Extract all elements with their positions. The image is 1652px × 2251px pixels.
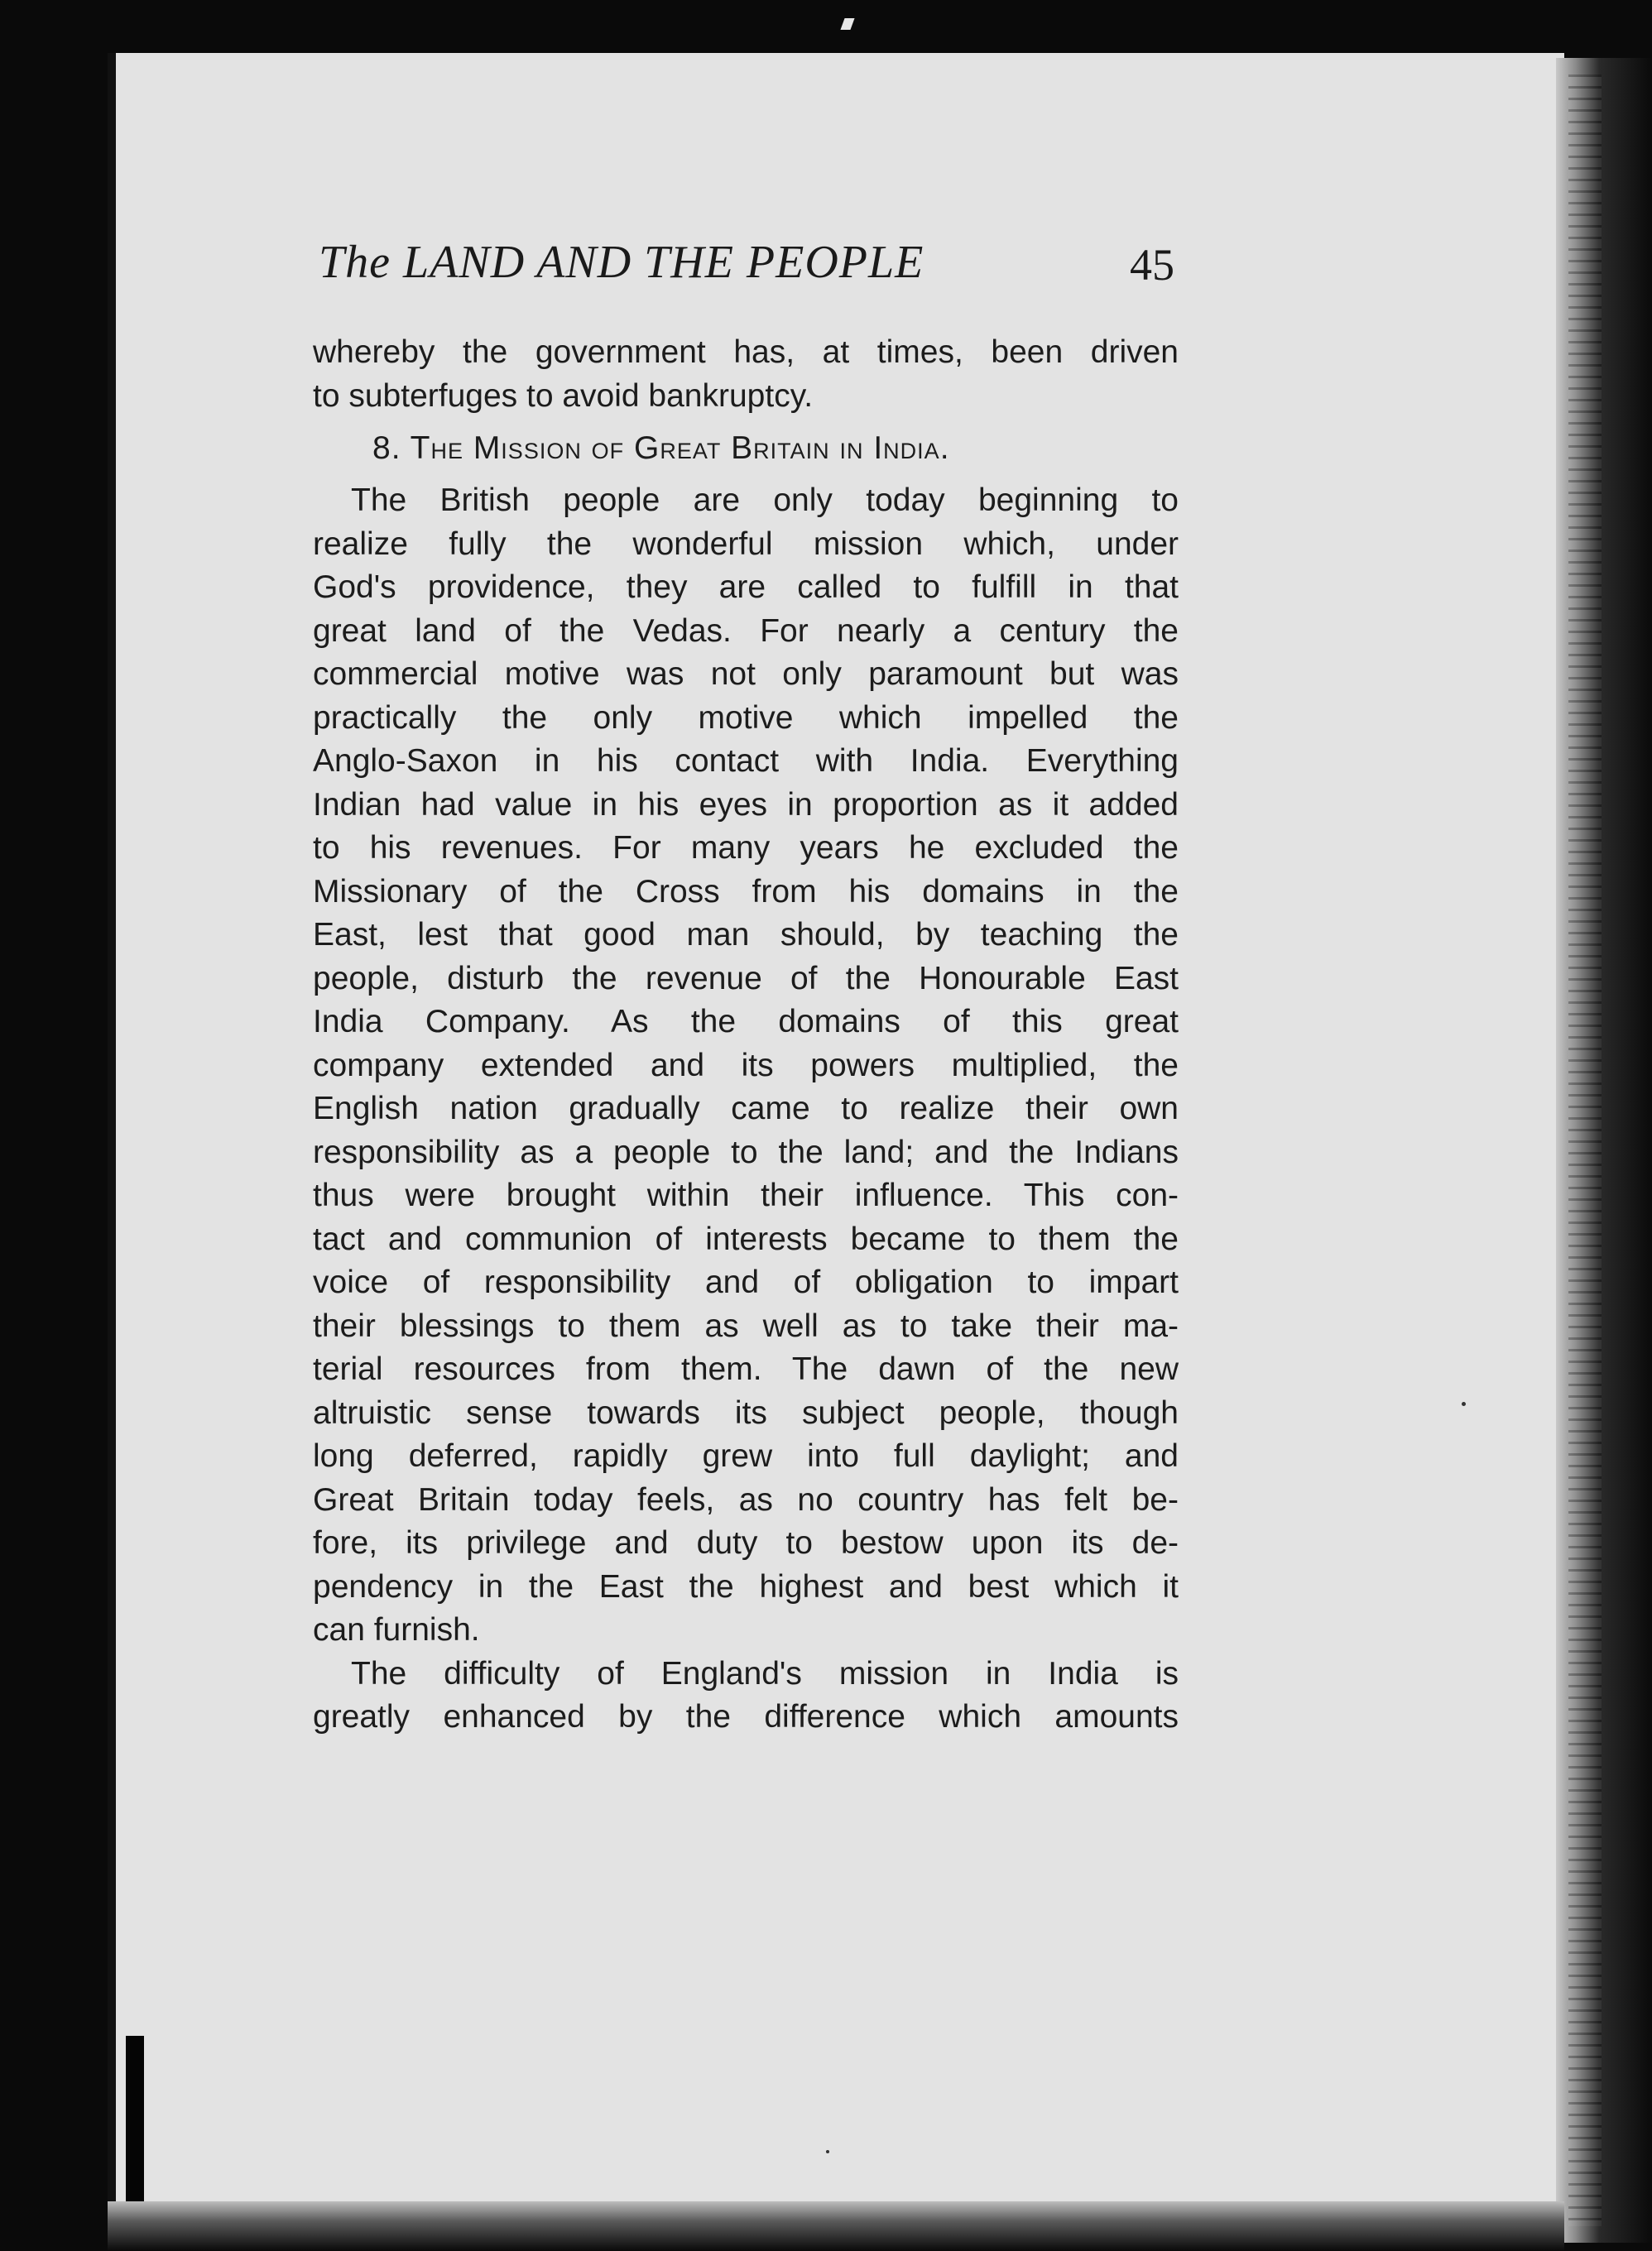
page-edge-texture <box>1568 74 1602 2226</box>
text-line: realize fully the wonderful mission which, under <box>313 526 1179 562</box>
text-line: The difficulty of England's mission in India is <box>351 1655 1179 1692</box>
text-line: God's providence, they are called to fulfill in that <box>313 569 1179 605</box>
running-header <box>319 236 1179 302</box>
text-line: terial resources from them. The dawn of the new <box>313 1351 1179 1387</box>
text-line: Missionary of the Cross from his domains in the <box>313 873 1179 910</box>
text-line: people, disturb the revenue of the Honourable East <box>313 960 1179 996</box>
body-text <box>313 331 1179 1740</box>
text-line: thus were brought within their influence. This con- <box>313 1178 1179 1213</box>
scan-speck <box>1462 1402 1466 1406</box>
text-line: long deferred, rapidly grew into full daylight; and <box>313 1438 1179 1474</box>
text-line: English nation gradually came to realize their own <box>313 1091 1179 1126</box>
text-line: East, lest that good man should, by teaching the <box>313 917 1179 953</box>
text-line: pendency in the East the highest and best which it <box>313 1568 1179 1605</box>
text-line: their blessings to them as well as to take their ma- <box>313 1308 1179 1344</box>
text-line: Great Britain today feels, as no country has felt be- <box>313 1481 1179 1518</box>
text-line: voice of responsibility and of obligation to impart <box>313 1265 1179 1300</box>
text-line: altruistic sense towards its subject people, though <box>313 1394 1179 1431</box>
text-line: practically the only motive which impelled the <box>313 699 1179 736</box>
text-line: fore, its privilege and duty to bestow upon its de- <box>313 1525 1179 1561</box>
text-line: India Company. As the domains of this great <box>313 1004 1179 1039</box>
page-edge-bottom <box>108 2201 1564 2251</box>
text-line: Indian had value in his eyes in proportion as it added <box>313 786 1179 823</box>
page-number: 45 <box>1130 240 1174 290</box>
text-line: tact and communion of interests became to them the <box>313 1221 1179 1257</box>
text-line: commercial motive was not only paramount but was <box>313 656 1179 692</box>
scan-speck <box>826 2150 829 2153</box>
text-line: responsibility as a people to the land; and the Indians <box>313 1134 1179 1170</box>
text-line: to subterfuges to avoid bankruptcy. <box>313 377 814 414</box>
text-line: Anglo-Saxon in his contact with India. Everything <box>313 743 1179 779</box>
scan-mark <box>840 18 854 30</box>
running-title: The LAND AND THE PEOPLE <box>319 237 924 288</box>
text-line: can furnish. <box>313 1612 480 1648</box>
text-line: to his revenues. For many years he excluded the <box>313 830 1179 866</box>
text-line: greatly enhanced by the difference which amounts <box>313 1699 1179 1735</box>
text-line: company extended and its powers multiplied, the <box>313 1047 1179 1083</box>
text-line: The British people are only today beginning to <box>351 482 1179 518</box>
text-line: whereby the government has, at times, been driven <box>313 334 1179 370</box>
section-heading: 8. The Mission of Great Britain in India. <box>372 430 950 466</box>
text-line: great land of the Vedas. For nearly a century the <box>313 612 1179 649</box>
